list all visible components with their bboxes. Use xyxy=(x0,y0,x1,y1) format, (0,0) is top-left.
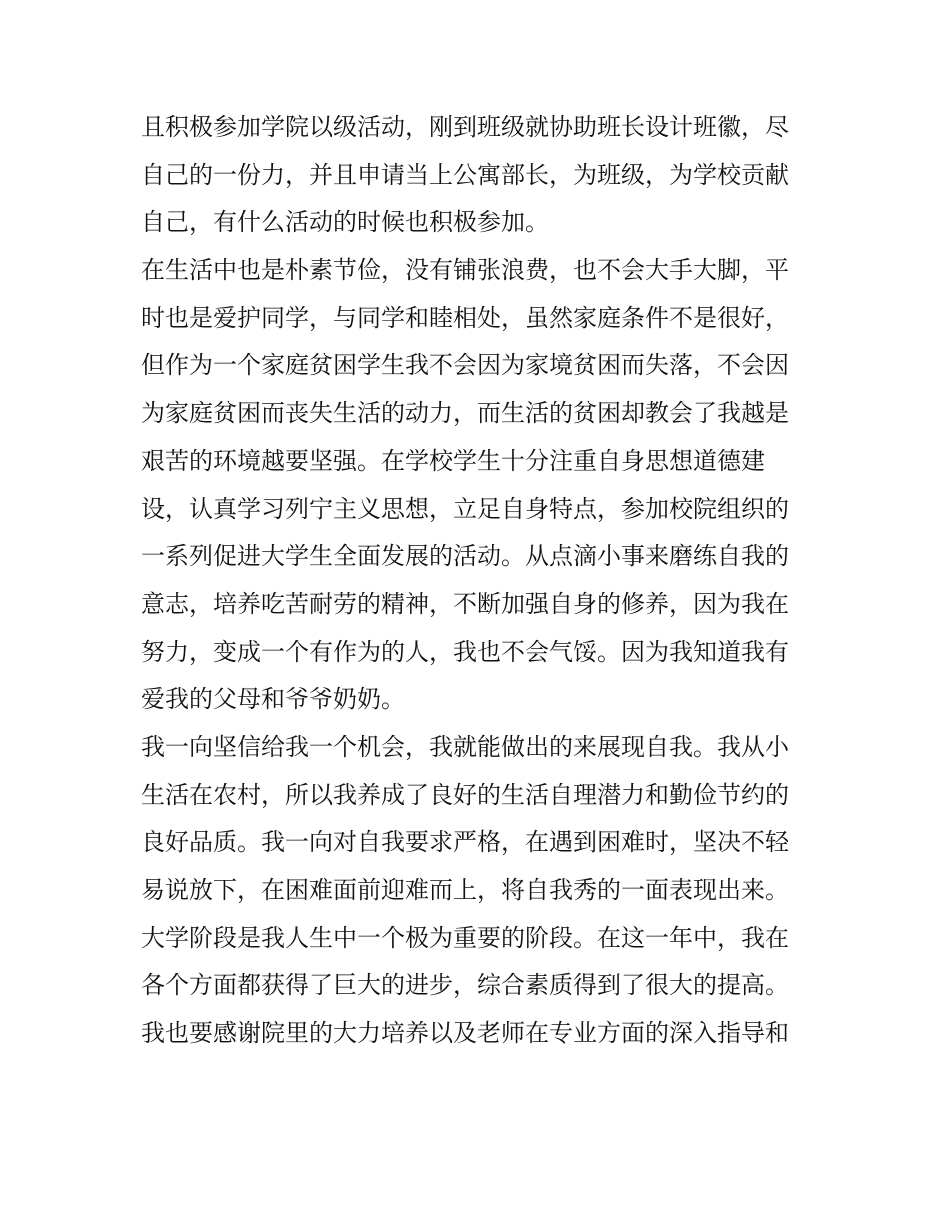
text-line: 易说放下，在困难面前迎难而上，将自我秀的一面表现出来。 xyxy=(141,876,789,904)
text-line: 努力，变成一个有作为的人，我也不会气馁。因为我知道我有 xyxy=(141,637,789,666)
text-line: 生活在农村，所以我养成了良好的生活自理潜力和勤俭节约的 xyxy=(141,780,789,809)
text-line: 且积极参加学院以级活动，刚到班级就协助班长设计班徽，尽 xyxy=(141,113,789,141)
text-line: 艰苦的环境越要坚强。在学校学生十分注重自身思想道德建 xyxy=(141,446,765,475)
text-line: 时也是爱护同学，与同学和睦相处，虽然家庭条件不是很好， xyxy=(141,303,789,332)
text-line: 我一向坚信给我一个机会，我就能做出的来展现自我。我从小 xyxy=(141,732,789,761)
text-line: 意志，培养吃苦耐劳的精神，不断加强自身的修养，因为我在 xyxy=(141,589,789,618)
text-line: 自己的一份力，并且申请当上公寓部长，为班级，为学校贡献 xyxy=(141,160,789,189)
text-line: 大学阶段是我人生中一个极为重要的阶段。在这一年中，我在 xyxy=(141,923,789,952)
text-line: 良好品质。我一向对自我要求严格，在遇到困难时，坚决不轻 xyxy=(141,828,789,857)
text-line: 一系列促进大学生全面发展的活动。从点滴小事来磨练自我的 xyxy=(141,542,789,571)
body-text xyxy=(141,104,821,1058)
text-line: 爱我的父母和爷爷奶奶。 xyxy=(141,685,405,714)
text-line: 各个方面都获得了巨大的进步，综合素质得到了很大的提高。 xyxy=(141,971,789,1000)
text-line: 在生活中也是朴素节俭，没有铺张浪费，也不会大手大脚，平 xyxy=(141,256,789,285)
text-line: 为家庭贫困而丧失生活的动力，而生活的贫困却教会了我越是 xyxy=(141,399,789,428)
text-line: 我也要感谢院里的大力培养以及老师在专业方面的深入指导和 xyxy=(141,1019,789,1048)
text-line: 设，认真学习列宁主义思想，立足自身特点，参加校院组织的 xyxy=(141,494,789,523)
text-line: 但作为一个家庭贫困学生我不会因为家境贫困而失落，不会因 xyxy=(141,351,789,380)
text-line: 自己，有什么活动的时候也积极参加。 xyxy=(141,208,549,237)
